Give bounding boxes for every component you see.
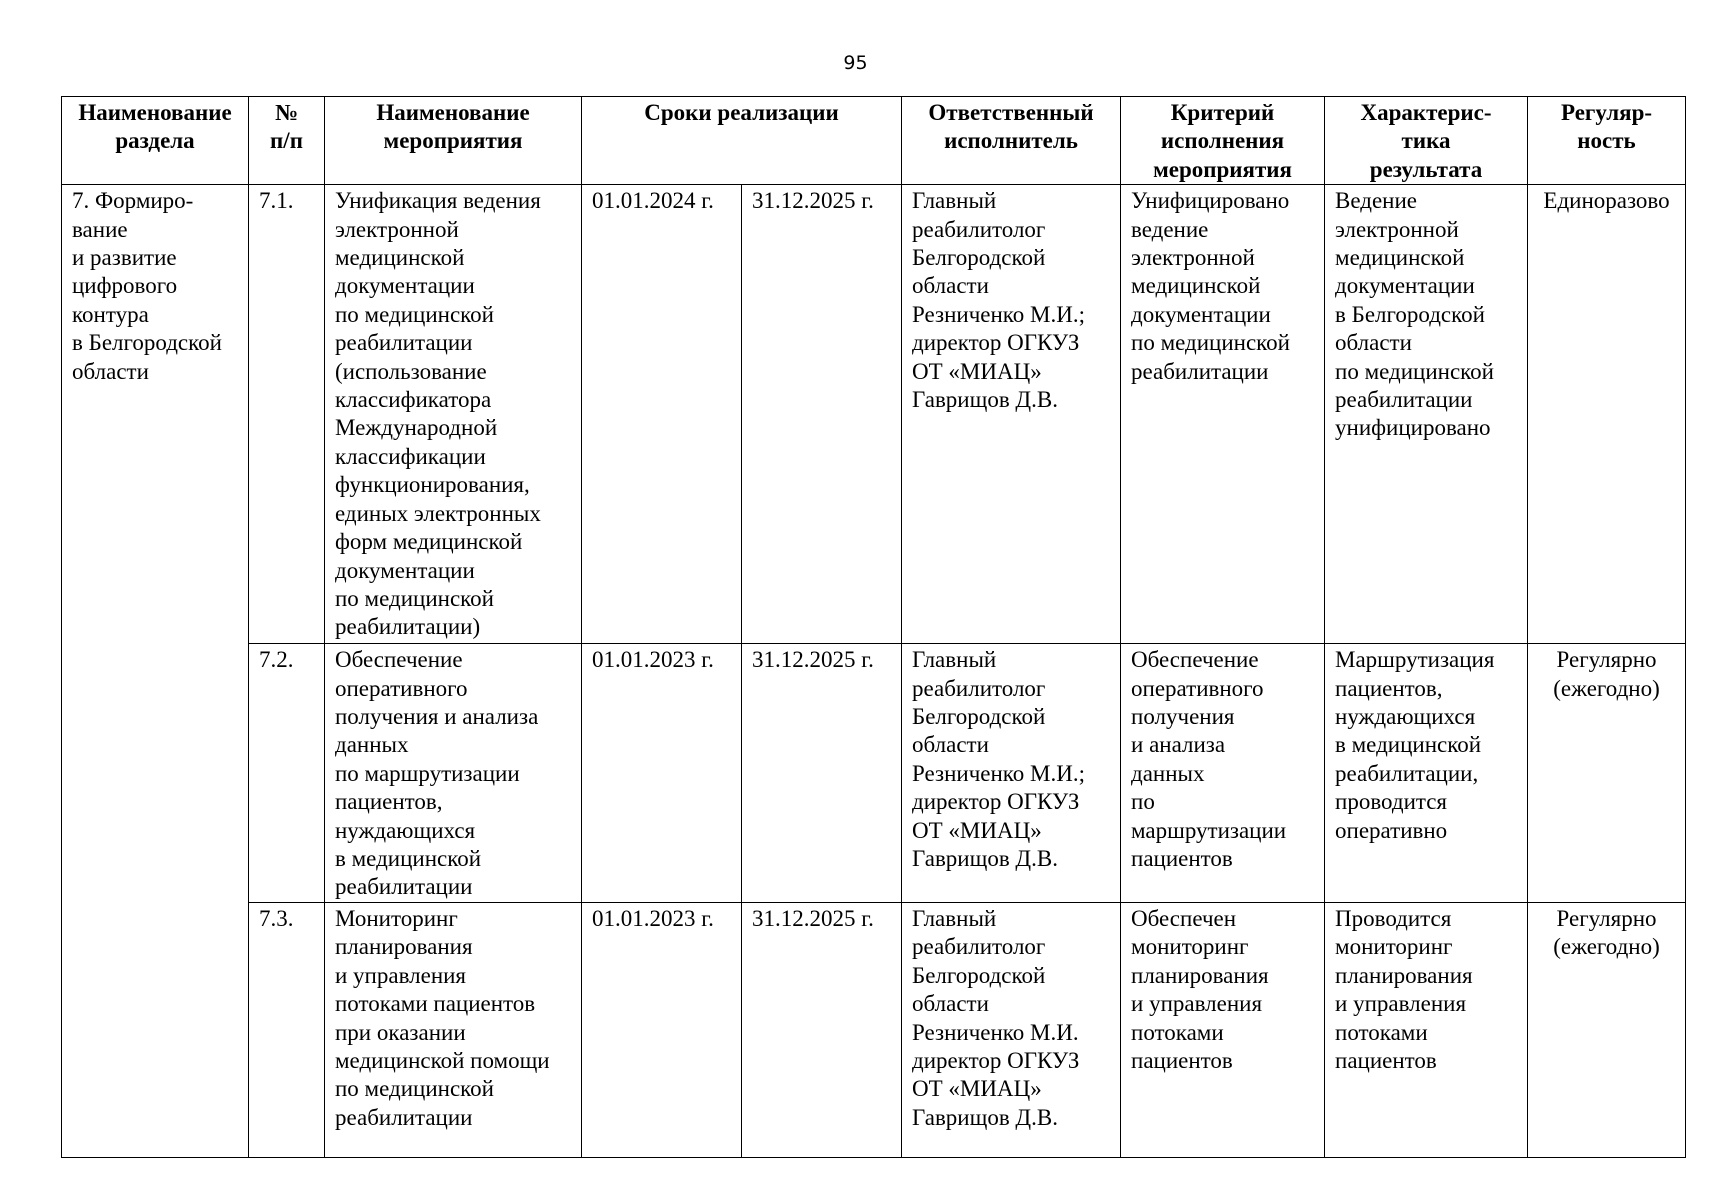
text-line: Наименование	[376, 100, 530, 125]
text-line: и управления	[1131, 991, 1263, 1017]
text-line: Ведение	[1335, 188, 1417, 214]
table-row	[62, 185, 1686, 644]
text-line: нуждающихся	[335, 817, 476, 843]
text-line: получения и анализа	[335, 704, 539, 730]
text-line: Белгородской	[912, 962, 1046, 988]
text-line: и развитие	[72, 245, 177, 271]
text-line: Ответственный	[928, 100, 1094, 125]
text-line: пациентов,	[335, 789, 443, 815]
text-line: оперативного	[1131, 675, 1264, 701]
text-line: Обеспечение	[335, 647, 463, 673]
start-date: 01.01.2024 г.	[582, 185, 742, 644]
text-line: цифрового	[72, 273, 178, 299]
text-line: классификатора	[335, 387, 492, 413]
text-line: нуждающихся	[1335, 704, 1476, 730]
result-characteristic	[1325, 185, 1528, 644]
text-line: функционирования,	[335, 472, 530, 498]
text-line: в медицинской	[1335, 732, 1482, 758]
text-line: в Белгородской	[1335, 301, 1485, 327]
text-line: реабилитолог	[912, 216, 1046, 242]
text-line: планирования	[1335, 962, 1473, 988]
header-criterion	[1121, 97, 1325, 185]
text-line: реабилитации,	[1335, 760, 1479, 786]
text-line: по медицинской	[1131, 330, 1290, 356]
row-number: 7.1.	[249, 185, 325, 644]
header-regularity	[1528, 97, 1686, 185]
text-line: электронной	[1335, 216, 1459, 242]
text-line: реабилитации	[335, 874, 473, 900]
text-line: Международной	[335, 415, 498, 441]
text-line: реабилитации	[335, 330, 473, 356]
text-line: Белгородской	[912, 245, 1046, 271]
text-line: директор ОГКУЗ	[912, 330, 1080, 356]
text-line: медицинской помощи	[335, 1047, 550, 1073]
text-line: Маршрутизация	[1335, 647, 1495, 673]
text-line: по маршрутизации	[335, 760, 520, 786]
activity-name	[325, 902, 582, 1157]
text-line: Обеспечение	[1131, 647, 1259, 673]
text-line: области	[912, 991, 989, 1017]
text-line: документации	[1335, 273, 1475, 299]
text-line: мероприятия	[383, 128, 523, 154]
text-line: и управления	[1335, 991, 1467, 1017]
text-line: медицинской	[1131, 273, 1261, 299]
text-line: Обеспечен	[1131, 905, 1237, 931]
result-characteristic	[1325, 644, 1528, 903]
text-line: контура	[72, 301, 149, 327]
text-line: Главный	[912, 647, 997, 673]
text-line: потоками	[1131, 1019, 1224, 1045]
page-number: 95	[843, 52, 868, 74]
text-line: единых электронных	[335, 500, 541, 526]
text-line: Гаврищов Д.В.	[912, 1104, 1058, 1130]
text-line: документации	[335, 273, 475, 299]
text-line: Наименование	[78, 100, 232, 125]
text-line: Регуляр-	[1560, 100, 1653, 125]
text-line: документации	[1131, 301, 1271, 327]
text-line: Резниченко М.И.;	[912, 760, 1085, 786]
text-line: форм медицинской	[335, 529, 523, 555]
activity-name	[325, 185, 582, 644]
execution-criterion	[1121, 185, 1325, 644]
text-line: области	[72, 358, 149, 384]
text-line: медицинской	[335, 245, 465, 271]
regularity	[1528, 902, 1686, 1157]
text-line: реабилитации	[335, 1104, 473, 1130]
text-line: в медицинской	[335, 846, 482, 872]
text-line: Характерис-	[1360, 100, 1492, 125]
text-line: Резниченко М.И.;	[912, 301, 1085, 327]
text-line: в Белгородской	[72, 330, 222, 356]
text-line: области	[1335, 330, 1412, 356]
text-line: электронной	[1131, 245, 1255, 271]
text-line: потоками пациентов	[335, 991, 536, 1017]
text-line: Мониторинг	[335, 905, 458, 931]
execution-criterion	[1121, 902, 1325, 1157]
text-line: реабилитолог	[912, 934, 1046, 960]
text-line: реабилитации	[1131, 358, 1269, 384]
responsible-executor	[902, 902, 1121, 1157]
text-line: оперативного	[335, 675, 468, 701]
text-line: мониторинг	[1131, 934, 1249, 960]
table-header-row	[62, 97, 1686, 185]
result-characteristic	[1325, 902, 1528, 1157]
text-line: мониторинг	[1335, 934, 1453, 960]
text-line: маршрутизации	[1131, 817, 1287, 843]
execution-criterion	[1121, 644, 1325, 903]
responsible-executor	[902, 185, 1121, 644]
text-line: Главный	[912, 188, 997, 214]
text-line: раздела	[115, 128, 195, 154]
text-line: документации	[335, 557, 475, 583]
text-line: потоками	[1335, 1019, 1428, 1045]
regularity	[1528, 644, 1686, 903]
text-line: данных	[1131, 760, 1205, 786]
text-line: результата	[1369, 156, 1483, 182]
text-line: Главный	[912, 905, 997, 931]
text-line: проводится	[1335, 789, 1447, 815]
text-line: Проводится	[1335, 905, 1452, 931]
text-line: пациентов	[1131, 1047, 1233, 1073]
header-number	[249, 97, 325, 185]
end-date: 31.12.2025 г.	[742, 185, 902, 644]
text-line: и анализа	[1131, 732, 1226, 758]
text-line: (ежегодно)	[1553, 934, 1660, 960]
section-name-cell	[62, 185, 249, 1158]
header-result	[1325, 97, 1528, 185]
text-line: пациентов	[1131, 846, 1233, 872]
text-line: области	[912, 273, 989, 299]
text-line: электронной	[335, 216, 459, 242]
text-line: Критерий	[1170, 100, 1275, 125]
text-line: унифицировано	[1335, 415, 1491, 441]
text-line: Регулярно	[1556, 647, 1657, 673]
text-line: классификации	[335, 443, 486, 469]
text-line: данных	[335, 732, 409, 758]
responsible-executor	[902, 644, 1121, 903]
text-line: по медицинской	[1335, 358, 1494, 384]
activity-plan-table	[61, 96, 1686, 1158]
text-line: реабилитолог	[912, 675, 1046, 701]
text-line: (использование	[335, 358, 487, 384]
text-line: директор ОГКУЗ	[912, 1047, 1080, 1073]
activity-name	[325, 644, 582, 903]
text-line: реабилитации	[1335, 387, 1473, 413]
start-date: 01.01.2023 г.	[582, 644, 742, 903]
text-line: Регулярно	[1556, 905, 1657, 931]
text-line: медицинской	[1335, 245, 1465, 271]
header-activity-name	[325, 97, 582, 185]
text-line: Унификация ведения	[335, 188, 541, 214]
text-line: пациентов	[1335, 1047, 1437, 1073]
text-line: ОТ «МИАЦ»	[912, 358, 1042, 384]
text-line: ность	[1577, 128, 1636, 154]
text-line: планирования	[335, 934, 473, 960]
text-line: Унифицировано	[1131, 188, 1290, 214]
text-line: тика	[1401, 128, 1451, 154]
end-date: 31.12.2025 г.	[742, 644, 902, 903]
text-line: по медицинской	[335, 301, 494, 327]
regularity	[1528, 185, 1686, 644]
header-responsible	[902, 97, 1121, 185]
text-line: Единоразово	[1543, 188, 1670, 214]
text-line: №	[274, 100, 299, 125]
text-line: по медицинской	[335, 585, 494, 611]
text-line: Гаврищов Д.В.	[912, 846, 1058, 872]
text-line: по	[1131, 789, 1155, 815]
start-date: 01.01.2023 г.	[582, 902, 742, 1157]
text-line: при оказании	[335, 1019, 466, 1045]
header-section-name	[62, 97, 249, 185]
text-line: области	[912, 732, 989, 758]
text-line: оперативно	[1335, 817, 1448, 843]
text-line: исполнитель	[944, 128, 1078, 154]
header-implementation-dates: Сроки реализации	[582, 97, 902, 185]
row-number: 7.3.	[249, 902, 325, 1157]
end-date: 31.12.2025 г.	[742, 902, 902, 1157]
text-line: и управления	[335, 962, 467, 988]
row-number: 7.2.	[249, 644, 325, 903]
text-line: ведение	[1131, 216, 1209, 242]
text-line: пациентов,	[1335, 675, 1443, 701]
text-line: п/п	[270, 128, 303, 154]
text-line: директор ОГКУЗ	[912, 789, 1080, 815]
text-line: по медицинской	[335, 1076, 494, 1102]
text-line: вание	[72, 216, 128, 242]
text-line: реабилитации)	[335, 614, 481, 640]
text-line: планирования	[1131, 962, 1269, 988]
text-line: ОТ «МИАЦ»	[912, 817, 1042, 843]
table-row	[62, 902, 1686, 1157]
text-line: мероприятия	[1153, 156, 1292, 182]
text-line: Резниченко М.И.	[912, 1019, 1079, 1045]
text-line: 7. Формиро-	[72, 188, 194, 214]
text-line: получения	[1131, 704, 1235, 730]
text-line: ОТ «МИАЦ»	[912, 1076, 1042, 1102]
table-row	[62, 644, 1686, 903]
text-line: Белгородской	[912, 704, 1046, 730]
text-line: Гаврищов Д.В.	[912, 387, 1058, 413]
text-line: исполнения	[1160, 128, 1285, 154]
text-line: (ежегодно)	[1553, 675, 1660, 701]
